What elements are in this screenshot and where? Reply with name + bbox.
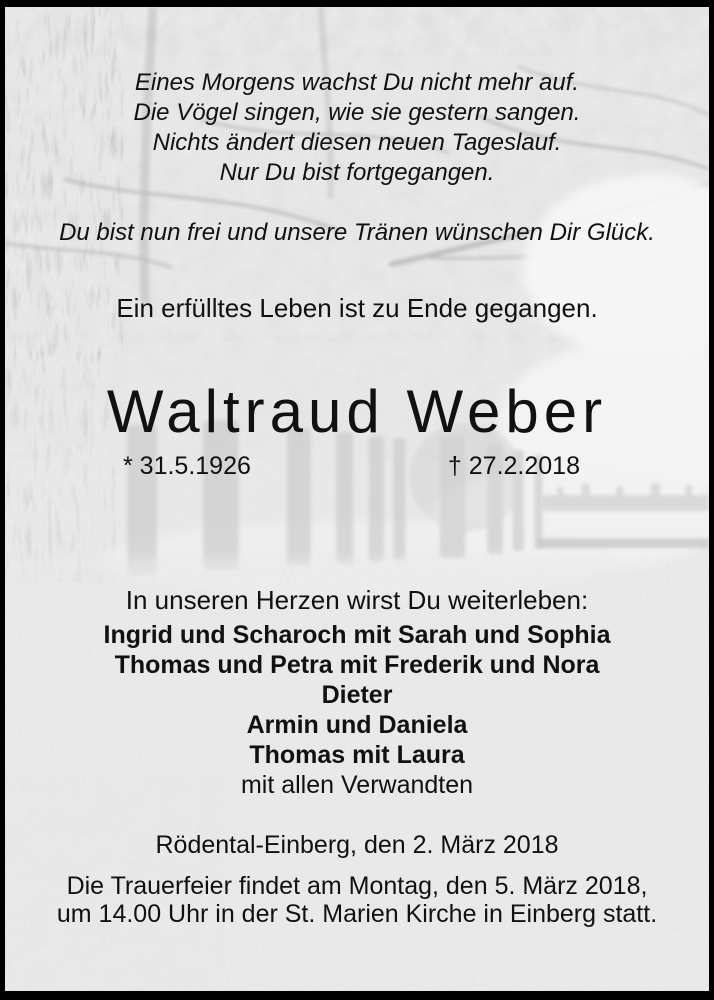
poem-line: Nur Du bist fortgegangen. (219, 159, 495, 186)
family-line: Armin und Daniela (246, 711, 468, 739)
notice-content (5, 7, 709, 991)
family-intro: In unseren Herzen wirst Du weiterleben: (125, 585, 589, 615)
poem-line: Die Vögel singen, wie sie gestern sangen. (133, 99, 581, 126)
relatives-line: mit allen Verwandten (240, 771, 474, 799)
family-line: Thomas und Petra mit Frederik und Nora (114, 651, 600, 679)
family-list (5, 620, 709, 800)
family-line: Thomas mit Laura (249, 741, 465, 769)
life-dates (123, 452, 580, 480)
closing-line: Ein erfülltes Leben ist zu Ende gegangen. (116, 293, 598, 323)
funeral-service-info (5, 872, 709, 928)
family-line: Dieter (321, 681, 393, 709)
consolation-line: Du bist nun frei und unsere Tränen wünschen Dir Glück. (59, 219, 655, 246)
family-line: Ingrid und Scharoch mit Sarah und Sophia (103, 621, 611, 649)
deceased-name: Waltraud Weber (106, 378, 608, 445)
birth-date: * 31.5.1926 (123, 452, 251, 480)
poem-line: Nichts ändert diesen neuen Tageslauf. (152, 129, 562, 156)
poem-line: Eines Morgens wachst Du nicht mehr auf. (134, 69, 580, 96)
service-line: um 14.00 Uhr in der St. Marien Kirche in Einberg statt. (56, 900, 658, 928)
place-and-date: Rödental-Einberg, den 2. März 2018 (155, 831, 559, 859)
opening-poem (5, 68, 709, 188)
service-line: Die Trauerfeier findet am Montag, den 5. März 2018, (66, 872, 648, 900)
death-date: † 27.2.2018 (447, 452, 580, 480)
